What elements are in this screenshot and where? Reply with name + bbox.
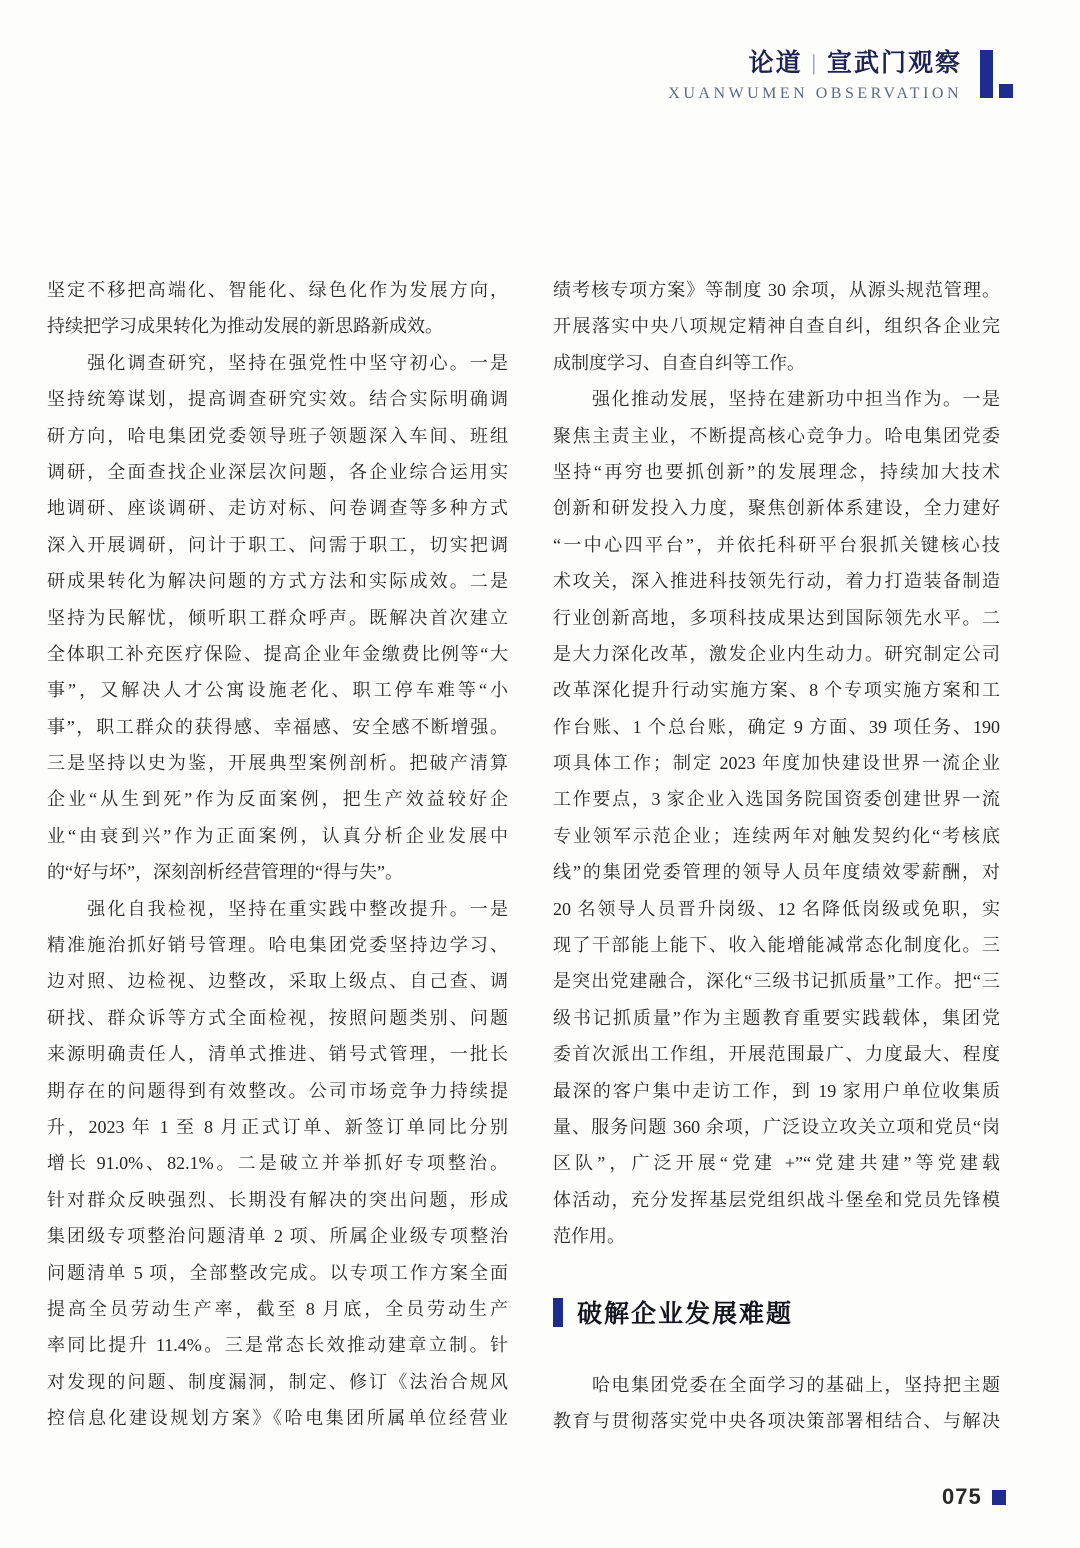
text-line: 工作要点，3 家企业入选国务院国资委创建世界一流 [553,789,1000,810]
text-line: 量、服务问题 360 余项，广泛设立攻关立项和党员“岗 [553,1116,1000,1137]
text-line: 研成果转化为解决问题的方式方法和实际成效。二是 [47,571,508,592]
page-number: 075 [942,1484,982,1509]
text-line: 控信息化建设规划方案》《哈电集团所属单位经营业 [47,1408,508,1429]
text-line: 企业“从生到死”作为反面案例，把生产效益较好企 [47,789,508,810]
text-line: 最深的客户集中走访工作，到 19 家用户单位收集质 [553,1080,1000,1101]
text-line: 委首次派出工作组，开展范围最广、力度最大、程度 [553,1044,1000,1065]
article-column-left [47,272,508,1437]
text-line: 现了干部能上能下、收入能增能减常态化制度化。三 [553,935,1000,956]
text-line: 持续把学习成果转化为推动发展的新思路新成效。 [47,316,443,337]
text-line: 项具体工作；制定 2023 年度加快建设世界一流企业 [553,753,1000,774]
logo-bar-icon [980,50,993,98]
text-line: 强化自我检视，坚持在重实践中整改提升。一是 [47,898,508,919]
text-line: 坚定不移把高端化、智能化、绿色化作为发展方向， [47,280,508,300]
text-line: 业“由衰到兴”作为正面案例，认真分析企业发展中 [47,825,508,846]
text-line: 级书记抓质量”作为主题教育重要实践载体，集团党 [553,1007,1000,1028]
article-column-right [553,272,1000,1255]
text-line: 期存在的问题得到有效整改。公司市场竞争力持续提 [47,1080,508,1101]
text-line: 地调研、座谈调研、走访对标、问卷调查等多种方式 [47,498,508,519]
text-line: 研找、群众诉等方式全面检视，按照问题类别、问题 [47,1007,508,1028]
text-line: 专业领军示范企业；连续两年对触发契约化“考核底 [553,825,1000,846]
header-subtitle: XUANWUMEN OBSERVATION [668,85,962,102]
text-line: 体活动，充分发挥基层党组织战斗堡垒和党员先锋模 [553,1189,1000,1210]
section-heading-text: 破解企业发展难题 [577,1301,794,1328]
text-line: 精准施治抓好销号管理。哈电集团党委坚持边学习、 [47,935,508,956]
text-line: 改革深化提升行动实施方案、8 个专项实施方案和工 [553,680,1000,701]
text-line: 范作用。 [553,1226,625,1247]
text-line: 成制度学习、自查自纠等工作。 [553,352,805,373]
text-line: 问题清单 5 项，全部整改完成。以专项工作方案全面 [47,1262,508,1283]
page-header [668,50,1013,103]
text-line: 聚焦主责主业，不断提高核心竞争力。哈电集团党委 [553,425,1000,446]
page-footer [942,1484,1006,1510]
text-line: 强化推动发展，坚持在建新功中担当作为。一是 [553,389,1000,410]
header-section-label: 论道 [748,50,803,77]
text-line: 深入开展调研，问计于职工、问需于职工，切实把调 [47,534,508,555]
text-line: 集团级专项整治问题清单 2 项、所属企业级专项整治 [47,1226,508,1247]
header-separator: | [811,50,818,75]
text-line: 事”，又解决人才公寓设施老化、职工停车难等“小 [47,680,508,701]
text-line: 坚持统筹谋划，提高调查研究实效。结合实际明确调 [47,389,508,410]
text-line: 提高全员劳动生产率，截至 8 月底，全员劳动生产 [47,1298,508,1319]
text-line: 绩考核专项方案》等制度 30 余项，从源头规范管理。 [553,280,1000,300]
text-line: 来源明确责任人，清单式推进、销号式管理，一批长 [47,1044,508,1065]
text-line: 开展落实中央八项规定精神自查自纠，组织各企业完 [553,316,1000,337]
text-line: 是大力深化改革，激发企业内生动力。研究制定公司 [553,643,1000,664]
text-line: 创新和研发投入力度，聚焦创新体系建设，全力建好 [553,498,1000,519]
text-line: 边对照、边检视、边整改，采取上级点、自己查、调 [47,971,508,992]
text-line: 哈电集团党委在全面学习的基础上，坚持把主题 [553,1375,1000,1395]
text-line: 的“好与坏”，深刻剖析经营管理的“得与失”。 [47,862,403,883]
section-heading [553,1294,793,1330]
text-line: 线”的集团党委管理的领导人员年度绩效零薪酬，对 [553,862,1000,883]
text-line: 作台账、1 个总台账，确定 9 方面、39 项任务、190 [553,716,1000,737]
page-number-square-icon [992,1490,1006,1505]
text-line: 全体职工补充医疗保险、提高企业年金缴费比例等“大 [47,643,508,664]
text-line: 升，2023 年 1 至 8 月正式订单、新签订单同比分别 [47,1116,508,1137]
header-text-block [668,50,962,103]
text-line: 增长 91.0%、82.1%。二是破立并举抓好专项整治。 [47,1153,508,1174]
text-line: 率同比提升 11.4%。三是常态长效推动建章立制。针 [47,1335,508,1356]
text-line: 是突出党建融合，深化“三级书记抓质量”工作。把“三 [553,971,1000,992]
text-line: 教育与贯彻落实党中央各项决策部署相结合、与解决 [553,1411,1000,1432]
header-title-row [668,50,962,78]
text-line: 行业创新高地，多项科技成果达到国际领先水平。二 [553,607,1000,628]
text-line: 术攻关，深入推进科技领先行动，着力打造装备制造 [553,571,1000,592]
closing-paragraph [553,1367,1000,1440]
section-heading-bar-icon [553,1298,563,1327]
text-line: 调研，全面查找企业深层次问题，各企业综合运用实 [47,461,508,482]
logo-square-icon [999,84,1013,98]
text-line: 20 名领导人员晋升岗级、12 名降低岗级或免职，实 [553,898,1000,919]
text-line: 坚持“再穷也要抓创新”的发展理念，持续加大技术 [553,461,1000,482]
text-line: “一中心四平台”，并依托科研平台狠抓关键核心技 [553,534,1000,555]
text-line: 坚持为民解忧，倾听职工群众呼声。既解决首次建立 [47,607,508,628]
text-line: 对发现的问题、制度漏洞，制定、修订《法治合规风 [47,1371,508,1392]
text-line: 区队”，广泛开展“党建 +”“党建共建”等党建载 [553,1153,1000,1174]
text-line: 研方向，哈电集团党委领导班子领题深入车间、班组 [47,425,508,446]
text-line: 强化调查研究，坚持在强党性中坚守初心。一是 [47,352,508,373]
magazine-logo [980,50,1013,100]
text-line: 针对群众反映强烈、长期没有解决的突出问题，形成 [47,1189,508,1210]
text-line: 三是坚持以史为鉴，开展典型案例剖析。把破产清算 [47,753,508,774]
header-title: 宣武门观察 [826,50,962,77]
text-line: 事”，职工群众的获得感、幸福感、安全感不断增强。 [47,716,508,737]
